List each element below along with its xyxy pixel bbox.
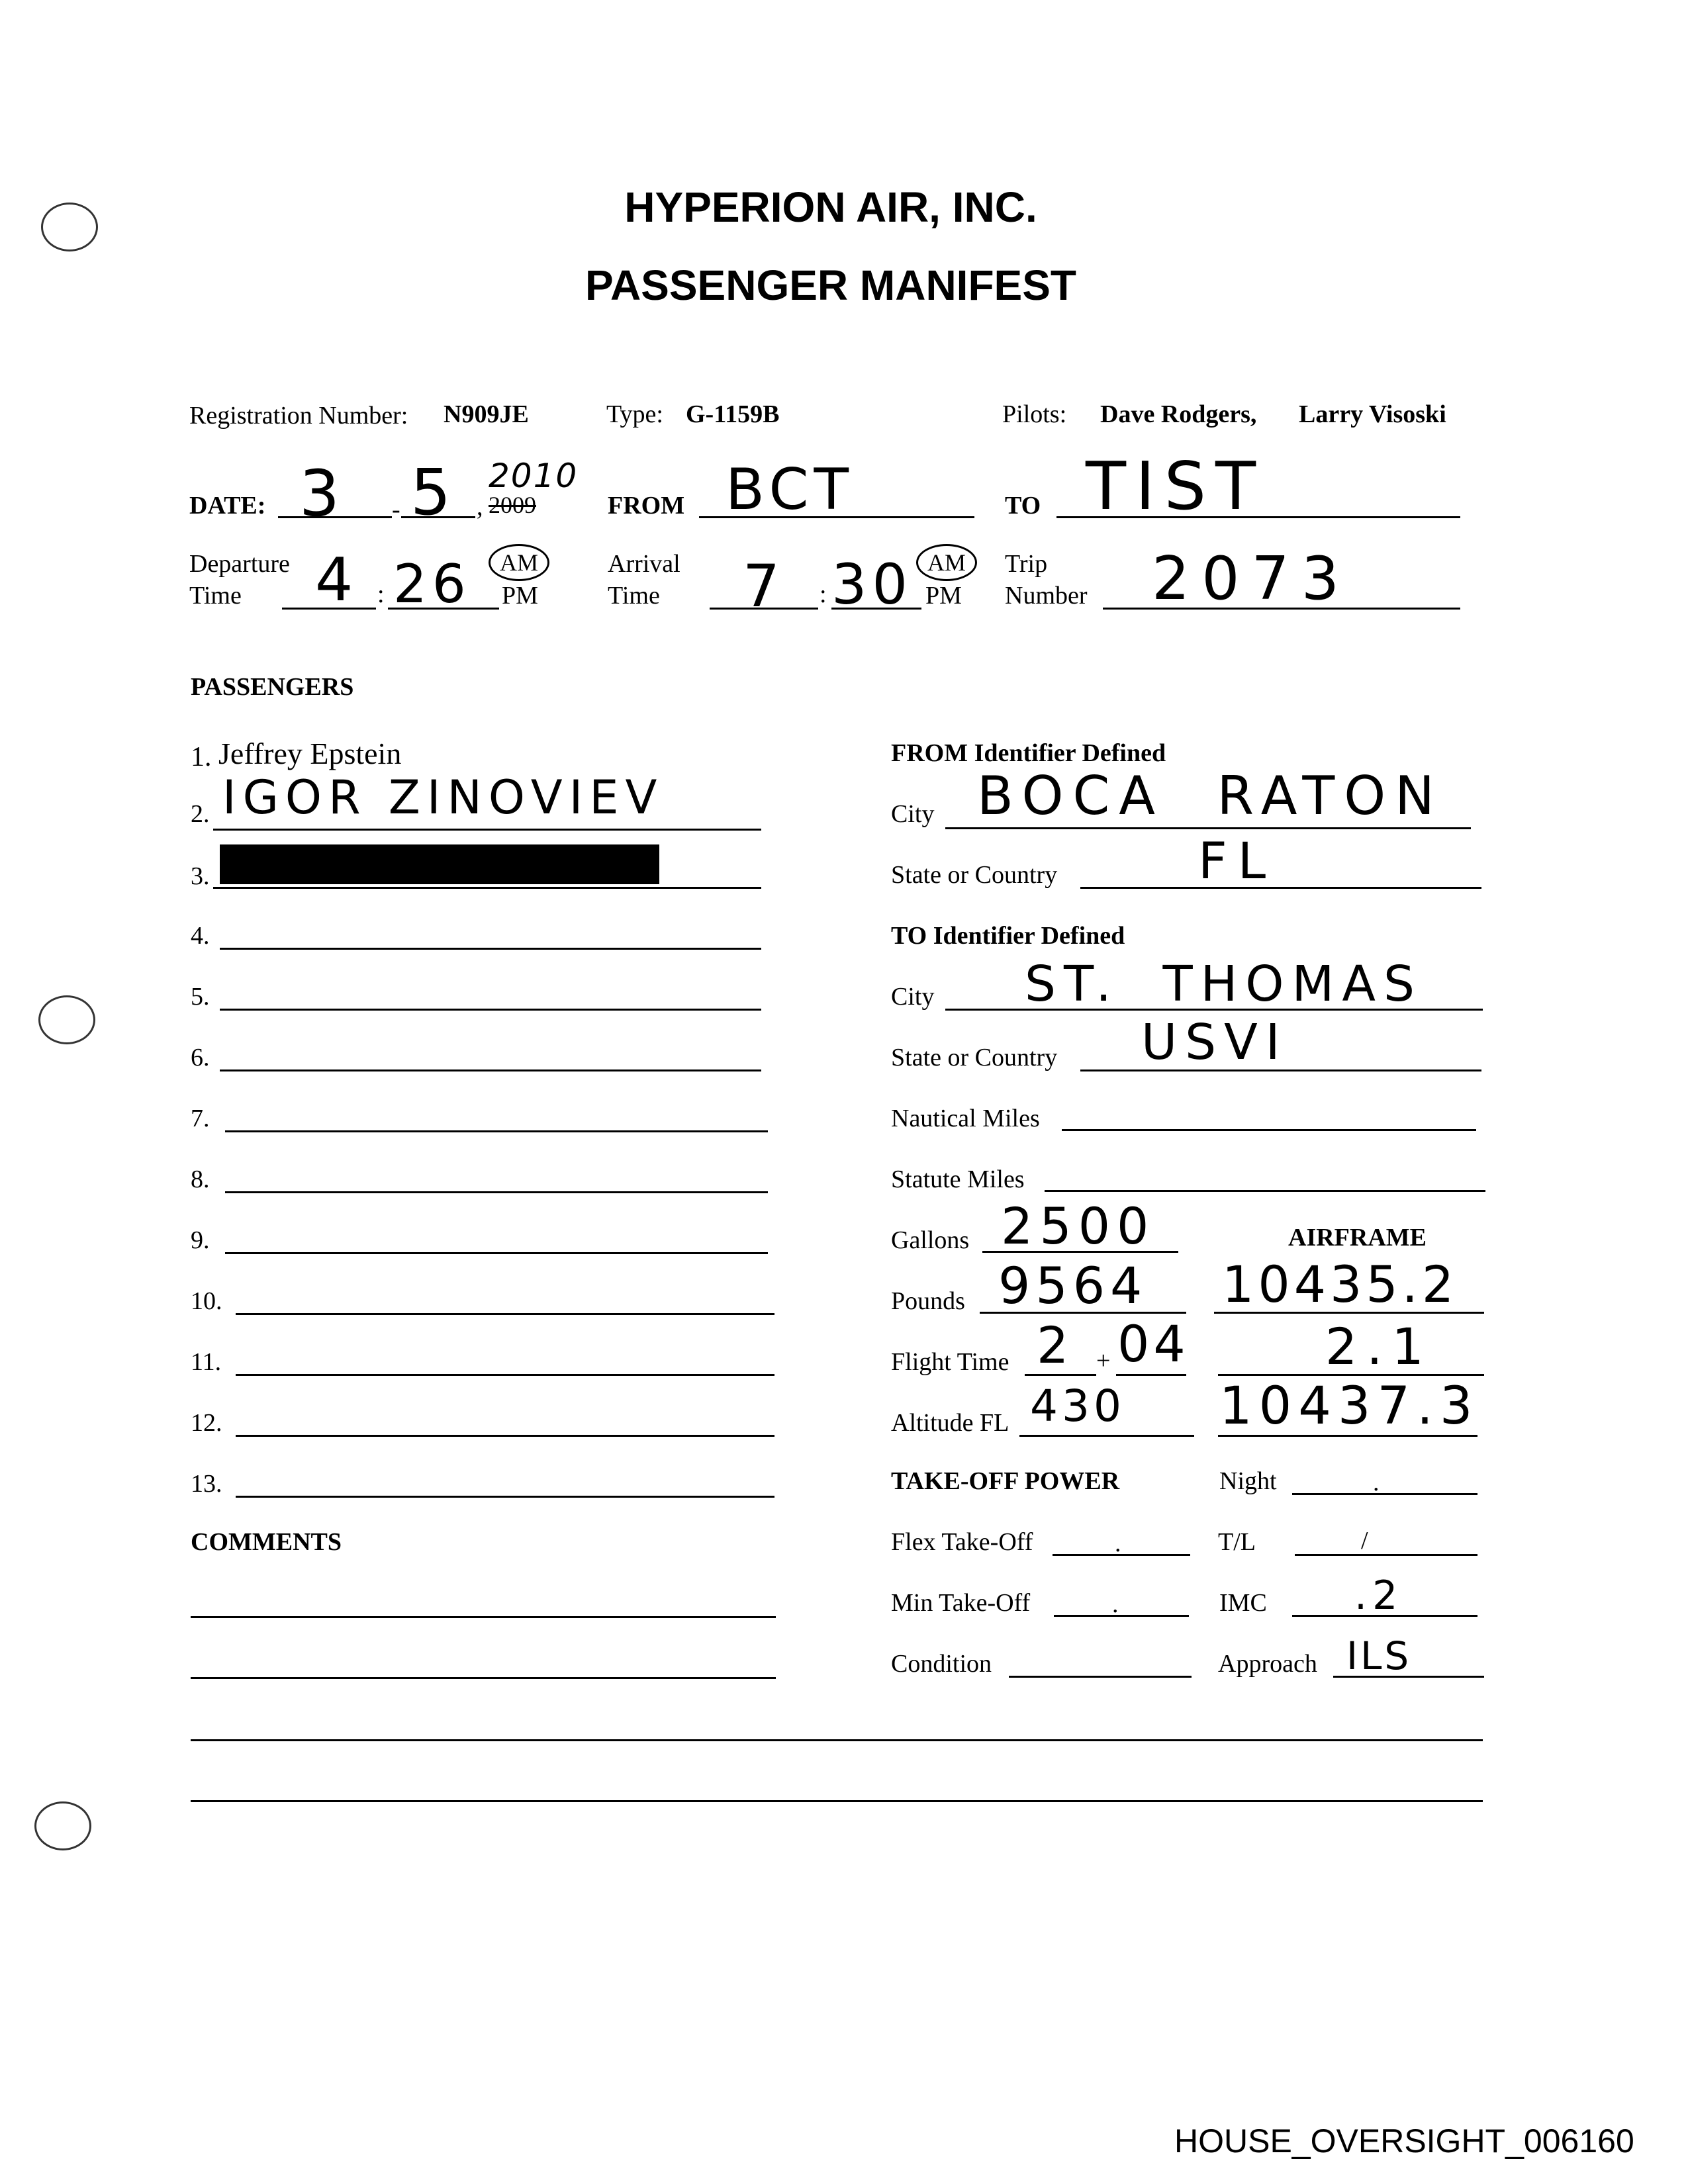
passenger-line — [225, 1252, 768, 1254]
departure-am-circled: AM — [489, 544, 549, 581]
passenger-line — [236, 1435, 774, 1437]
comment-line — [191, 1677, 776, 1679]
night-dot: . — [1373, 1469, 1380, 1496]
gallons-value: 2500 — [1001, 1197, 1156, 1255]
comment-line — [191, 1800, 1483, 1802]
trip-number-value: 2073 — [1152, 544, 1352, 614]
flex-takeoff-dot: . — [1115, 1529, 1121, 1557]
min-takeoff-line — [1054, 1615, 1189, 1617]
passenger-number: 1. — [191, 742, 212, 772]
flex-takeoff-label: Flex Take-Off — [891, 1528, 1033, 1556]
statute-miles-label: Statute Miles — [891, 1165, 1025, 1193]
flight-time-label: Flight Time — [891, 1348, 1009, 1376]
passenger-line — [236, 1496, 774, 1498]
pilot-2: Larry Visoski — [1299, 400, 1446, 428]
registration-label: Registration Number: — [189, 402, 408, 430]
date-year-struck: 2009 — [489, 492, 536, 518]
passenger-number: 10. — [191, 1287, 222, 1315]
flight-time-minutes-line — [1116, 1374, 1186, 1376]
departure-pm: PM — [502, 582, 538, 610]
pilot-1: Dave Rodgers, — [1100, 400, 1257, 428]
takeoff-power-heading: TAKE-OFF POWER — [891, 1467, 1120, 1495]
type-value: G-1159B — [686, 400, 780, 428]
altitude-value: 430 — [1030, 1381, 1125, 1432]
registration-value: N909JE — [444, 400, 529, 428]
altitude-line — [1019, 1435, 1194, 1437]
to-label: TO — [1005, 492, 1041, 520]
pounds-value: 9564 — [998, 1256, 1148, 1315]
passenger-number: 9. — [191, 1226, 210, 1254]
passenger-line — [213, 829, 761, 831]
comments-heading: COMMENTS — [191, 1528, 342, 1556]
to-state-value: USVI — [1141, 1014, 1288, 1071]
flight-time-minutes-value: 04 — [1117, 1314, 1190, 1373]
pilots-label: Pilots: — [1002, 400, 1067, 428]
passenger-number: 12. — [191, 1409, 222, 1437]
passenger-number: 8. — [191, 1165, 210, 1193]
passenger-number: 13. — [191, 1470, 222, 1498]
tl-line — [1295, 1554, 1477, 1556]
imc-value: .2 — [1354, 1572, 1403, 1619]
tl-label: T/L — [1218, 1528, 1256, 1556]
date-label: DATE: — [189, 492, 266, 520]
to-state-label: State or Country — [891, 1044, 1058, 1071]
departure-colon: : — [377, 580, 385, 608]
departure-label-1: Departure — [189, 550, 290, 578]
trip-number-label-1: Trip — [1005, 550, 1048, 578]
passenger-line — [220, 1069, 761, 1071]
from-city-line — [945, 827, 1471, 829]
departure-minute-value: 26 — [393, 553, 471, 615]
date-year-value: 2010 — [489, 457, 579, 495]
passenger-number: 5. — [191, 983, 210, 1011]
approach-value: ILS — [1346, 1633, 1412, 1678]
pounds-label: Pounds — [891, 1287, 965, 1315]
to-city-label: City — [891, 983, 935, 1011]
from-city-label: City — [891, 800, 935, 828]
to-city-value: ST. THOMAS — [1025, 956, 1423, 1013]
condition-label: Condition — [891, 1650, 992, 1678]
document-title: PASSENGER MANIFEST — [585, 261, 1076, 309]
passenger-line — [236, 1374, 774, 1376]
from-state-value: FL — [1198, 831, 1277, 890]
min-takeoff-dot: . — [1112, 1590, 1119, 1618]
date-day-value: 5 — [410, 455, 457, 529]
from-identifier-heading: FROM Identifier Defined — [891, 739, 1166, 767]
passenger-line — [236, 1313, 774, 1315]
arrival-colon: : — [820, 580, 827, 608]
statute-miles-line — [1045, 1190, 1485, 1192]
condition-line — [1009, 1676, 1192, 1678]
departure-hour-value: 4 — [315, 545, 359, 615]
altitude-label: Altitude FL — [891, 1409, 1009, 1437]
from-value: BCT — [726, 457, 855, 523]
trip-number-label-2: Number — [1005, 582, 1088, 610]
tl-slash: / — [1361, 1527, 1368, 1555]
nautical-miles-label: Nautical Miles — [891, 1105, 1040, 1132]
comment-line — [191, 1616, 776, 1618]
passenger-name: IGOR ZINOVIEV — [222, 770, 664, 825]
passenger-number: 4. — [191, 922, 210, 950]
passenger-line — [225, 1130, 768, 1132]
approach-label: Approach — [1218, 1650, 1317, 1678]
nautical-miles-line — [1062, 1129, 1476, 1131]
imc-label: IMC — [1219, 1589, 1267, 1617]
from-state-line — [1080, 887, 1481, 889]
night-line — [1292, 1493, 1477, 1495]
to-value: TIST — [1086, 447, 1266, 525]
passenger-number: 3. — [191, 862, 210, 890]
airframe-heading: AIRFRAME — [1288, 1224, 1427, 1251]
flex-takeoff-line — [1053, 1554, 1190, 1556]
airframe-add-value: 2.1 — [1325, 1317, 1433, 1376]
from-state-label: State or Country — [891, 861, 1058, 889]
arrival-am-circled: AM — [916, 544, 977, 581]
passenger-number: 2. — [191, 800, 210, 828]
passengers-heading: PASSENGERS — [191, 673, 354, 701]
arrival-hour-value: 7 — [743, 552, 785, 620]
from-city-value: BOCA RATON — [977, 765, 1444, 827]
passenger-number: 7. — [191, 1105, 210, 1132]
date-comma: , — [477, 493, 483, 521]
flight-time-plus: + — [1096, 1347, 1111, 1375]
gallons-label: Gallons — [891, 1226, 970, 1254]
flight-time-hours-value: 2 — [1037, 1316, 1074, 1375]
company-name: HYPERION AIR, INC. — [624, 183, 1037, 231]
passenger-line — [220, 1009, 761, 1011]
bates-number: HOUSE_OVERSIGHT_006160 — [1174, 2122, 1634, 2160]
arrival-pm: PM — [925, 582, 962, 610]
from-label: FROM — [608, 492, 685, 520]
binder-hole-bottom — [34, 1801, 91, 1850]
arrival-minute-value: 30 — [831, 552, 913, 617]
departure-label-2: Time — [189, 582, 242, 610]
redaction-bar — [220, 844, 659, 884]
passenger-line — [213, 887, 761, 889]
date-separator: - — [392, 496, 400, 523]
passenger-line — [220, 948, 761, 950]
type-label: Type: — [606, 400, 663, 428]
airframe-start-value: 10435.2 — [1222, 1255, 1458, 1314]
min-takeoff-label: Min Take-Off — [891, 1589, 1031, 1617]
arrival-label-2: Time — [608, 582, 660, 610]
passenger-name: Jeffrey Epstein — [218, 737, 402, 770]
passenger-line — [225, 1191, 768, 1193]
passenger-number: 11. — [191, 1348, 222, 1376]
night-label: Night — [1219, 1467, 1277, 1495]
date-month-value: 3 — [299, 457, 346, 531]
binder-hole-middle — [38, 995, 95, 1044]
to-identifier-heading: TO Identifier Defined — [891, 922, 1125, 950]
passenger-number: 6. — [191, 1044, 210, 1071]
arrival-label-1: Arrival — [608, 550, 680, 578]
airframe-end-value: 10437.3 — [1219, 1377, 1479, 1436]
comment-line — [191, 1739, 1483, 1741]
